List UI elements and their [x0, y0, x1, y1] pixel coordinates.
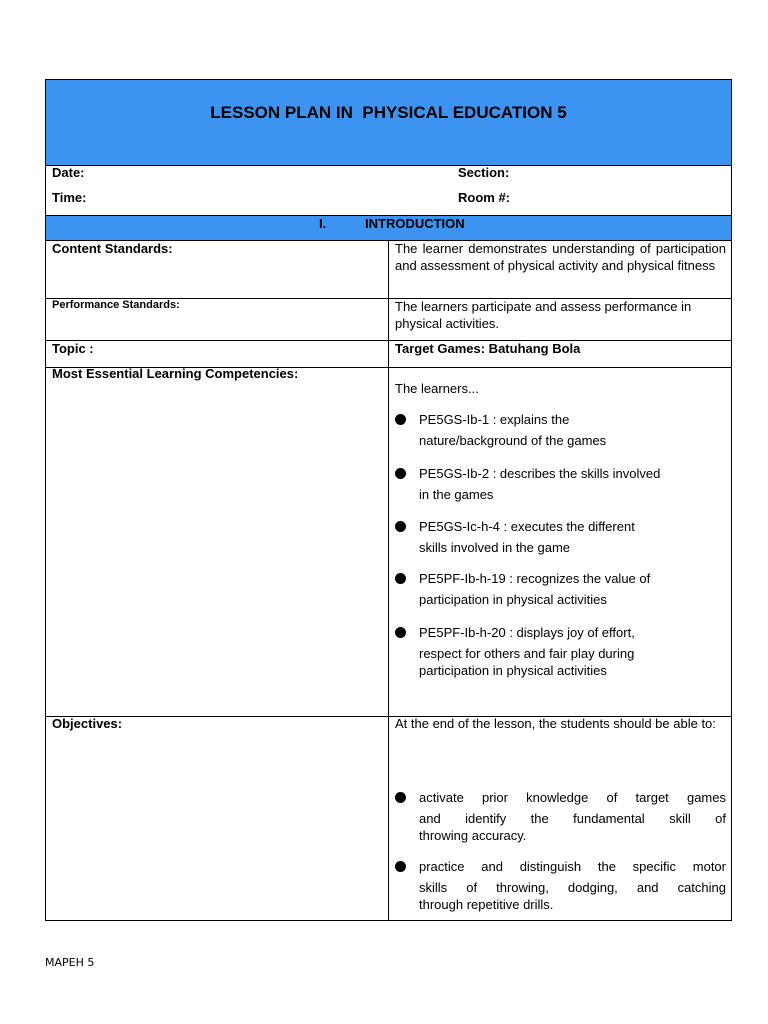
section-header-introduction	[46, 215, 731, 241]
bullet-icon	[395, 861, 406, 872]
bullet-icon	[395, 573, 406, 584]
content-standards-row	[46, 241, 731, 299]
list-item: PE5PF-Ib-h-19 : recognizes the value of participation in physical activities	[419, 571, 726, 609]
objectives-intro: At the end of the lesson, the students should be able to:	[395, 716, 716, 731]
bullet-icon	[395, 521, 406, 532]
bullet-icon	[395, 414, 406, 425]
list-item: PE5GS-Ib-2 : describes the skills involved in the games	[419, 466, 726, 504]
performance-standards-label: Performance Standards:	[52, 299, 180, 311]
list-item: PE5GS-Ib-1 : explains the nature/background of the games	[419, 412, 726, 450]
page-title: LESSON PLAN IN PHYSICAL EDUCATION 5	[210, 103, 567, 122]
title-banner	[46, 80, 731, 166]
topic-row	[46, 341, 731, 368]
content-standards-text: The learner demonstrates understanding of participation and assessment of physical activity and physical fitness	[395, 241, 726, 273]
list-item: practice and distinguish the specific motor skills of throwing, dodging, and catching through repetitive drills.	[419, 859, 726, 913]
content-standards-label: Content Standards:	[52, 241, 173, 256]
date-label: Date:	[52, 165, 85, 180]
bullet-icon	[395, 792, 406, 803]
bullet-icon	[395, 468, 406, 479]
page-footer: MAPEH 5	[45, 956, 95, 969]
objectives-row	[46, 717, 731, 921]
list-item: activate prior knowledge of target games and identify the fundamental skill of throwing accuracy.	[419, 790, 726, 844]
bullet-icon	[395, 627, 406, 638]
room-label: Room #:	[458, 190, 510, 205]
topic-text: Target Games: Batuhang Bola	[395, 341, 581, 356]
section-number: I.	[319, 216, 327, 231]
performance-standards-text: The learners participate and assess performance in physical activities.	[395, 299, 692, 331]
list-item: PE5PF-Ib-h-20 : displays joy of effort, respect for others and fair play during participation in physical activities	[419, 625, 726, 679]
list-item: PE5GS-Ic-h-4 : executes the different skills involved in the game	[419, 519, 726, 557]
melc-intro: The learners...	[395, 381, 479, 396]
melc-label: Most Essential Learning Competencies:	[52, 366, 299, 381]
time-label: Time:	[52, 190, 87, 205]
topic-label: Topic :	[52, 341, 94, 356]
performance-standards-row	[46, 299, 731, 341]
section-label: Section:	[458, 165, 510, 180]
objectives-label: Objectives:	[52, 716, 123, 731]
melc-row	[46, 368, 731, 717]
lesson-plan-table	[45, 79, 732, 921]
section-title: INTRODUCTION	[365, 216, 465, 231]
